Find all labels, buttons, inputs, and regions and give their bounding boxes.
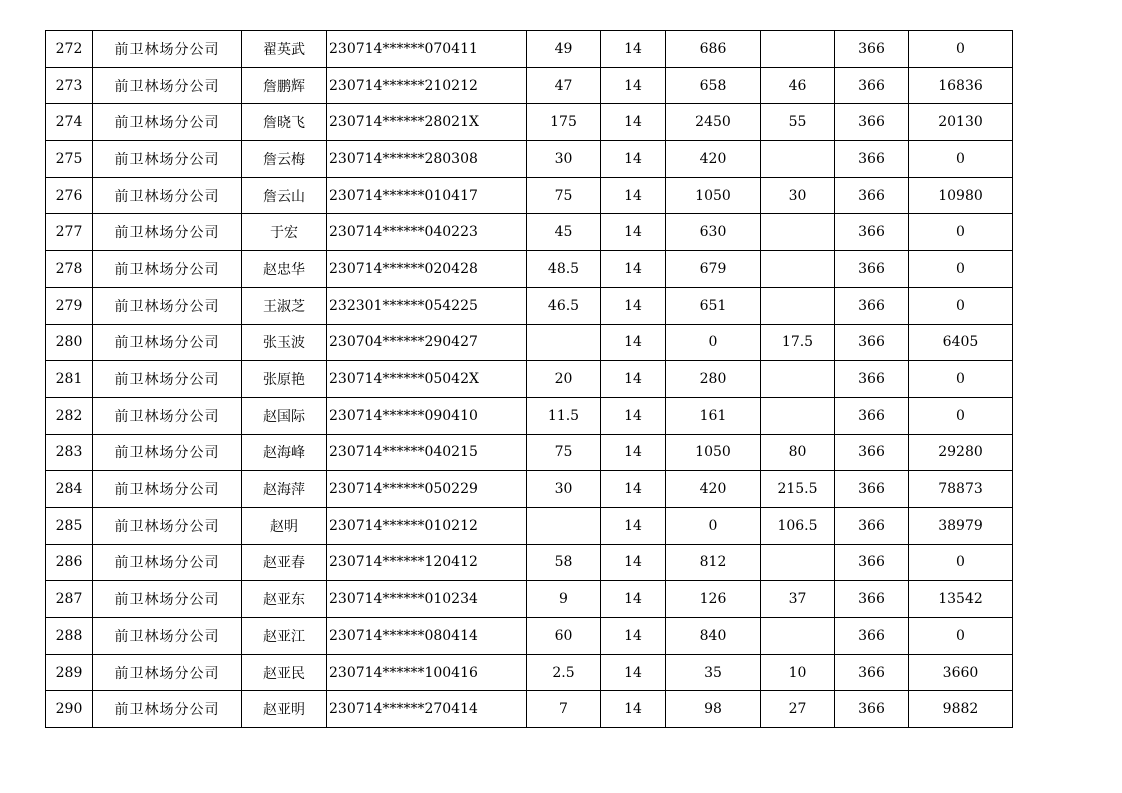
table-row <box>46 507 1013 544</box>
id-number-cell: 230714******040223 <box>327 214 527 251</box>
person-name-cell: 赵亚江 <box>242 618 327 655</box>
amount-cell: 812 <box>666 544 761 581</box>
rate-cell: 14 <box>601 324 666 361</box>
area-cell <box>527 507 601 544</box>
rate2-cell: 366 <box>835 581 909 618</box>
area2-cell: 106.5 <box>761 507 835 544</box>
person-name-cell: 赵亚明 <box>242 691 327 728</box>
row-number-cell: 287 <box>46 581 93 618</box>
amount-cell: 126 <box>666 581 761 618</box>
id-number-cell: 230714******020428 <box>327 251 527 288</box>
area2-cell <box>761 251 835 288</box>
table-row <box>46 654 1013 691</box>
area2-cell: 80 <box>761 434 835 471</box>
amount2-cell: 9882 <box>909 691 1013 728</box>
area-cell: 30 <box>527 141 601 178</box>
rate2-cell: 366 <box>835 214 909 251</box>
area-cell: 60 <box>527 618 601 655</box>
amount2-cell: 0 <box>909 287 1013 324</box>
id-number-cell: 230704******290427 <box>327 324 527 361</box>
area-cell: 48.5 <box>527 251 601 288</box>
area2-cell <box>761 544 835 581</box>
area-cell: 30 <box>527 471 601 508</box>
id-number-cell: 230714******010417 <box>327 177 527 214</box>
id-number-cell: 230714******050229 <box>327 471 527 508</box>
row-number-cell: 281 <box>46 361 93 398</box>
row-number-cell: 272 <box>46 31 93 68</box>
id-number-cell: 230714******070411 <box>327 31 527 68</box>
amount2-cell: 0 <box>909 361 1013 398</box>
row-number-cell: 275 <box>46 141 93 178</box>
unit-cell: 前卫林场分公司 <box>93 544 242 581</box>
person-name-cell: 赵国际 <box>242 397 327 434</box>
area-cell: 11.5 <box>527 397 601 434</box>
area2-cell <box>761 361 835 398</box>
table-row <box>46 67 1013 104</box>
amount-cell: 0 <box>666 324 761 361</box>
area2-cell <box>761 31 835 68</box>
amount2-cell: 0 <box>909 544 1013 581</box>
person-name-cell: 张原艳 <box>242 361 327 398</box>
person-name-cell: 赵亚春 <box>242 544 327 581</box>
table-row <box>46 581 1013 618</box>
rate-cell: 14 <box>601 141 666 178</box>
rate-cell: 14 <box>601 544 666 581</box>
unit-cell: 前卫林场分公司 <box>93 471 242 508</box>
amount-cell: 1050 <box>666 177 761 214</box>
id-number-cell: 230714******210212 <box>327 67 527 104</box>
row-number-cell: 279 <box>46 287 93 324</box>
rate-cell: 14 <box>601 31 666 68</box>
rate2-cell: 366 <box>835 618 909 655</box>
rate2-cell: 366 <box>835 31 909 68</box>
unit-cell: 前卫林场分公司 <box>93 397 242 434</box>
id-number-cell: 230714******270414 <box>327 691 527 728</box>
id-number-cell: 230714******080414 <box>327 618 527 655</box>
unit-cell: 前卫林场分公司 <box>93 287 242 324</box>
area-cell: 9 <box>527 581 601 618</box>
rate2-cell: 366 <box>835 104 909 141</box>
amount2-cell: 0 <box>909 214 1013 251</box>
rate-cell: 14 <box>601 618 666 655</box>
id-number-cell: 232301******054225 <box>327 287 527 324</box>
amount2-cell: 13542 <box>909 581 1013 618</box>
amount-cell: 2450 <box>666 104 761 141</box>
rate-cell: 14 <box>601 397 666 434</box>
amount2-cell: 3660 <box>909 654 1013 691</box>
table-row <box>46 361 1013 398</box>
amount-cell: 280 <box>666 361 761 398</box>
rate2-cell: 366 <box>835 507 909 544</box>
rate2-cell: 366 <box>835 361 909 398</box>
table-row <box>46 104 1013 141</box>
rate2-cell: 366 <box>835 544 909 581</box>
amount-cell: 98 <box>666 691 761 728</box>
amount-cell: 630 <box>666 214 761 251</box>
area-cell: 2.5 <box>527 654 601 691</box>
id-number-cell: 230714******010212 <box>327 507 527 544</box>
amount2-cell: 78873 <box>909 471 1013 508</box>
person-name-cell: 詹云山 <box>242 177 327 214</box>
amount-cell: 1050 <box>666 434 761 471</box>
rate2-cell: 366 <box>835 251 909 288</box>
amount-cell: 651 <box>666 287 761 324</box>
area2-cell <box>761 141 835 178</box>
rate-cell: 14 <box>601 177 666 214</box>
amount-cell: 35 <box>666 654 761 691</box>
unit-cell: 前卫林场分公司 <box>93 691 242 728</box>
area-cell: 75 <box>527 434 601 471</box>
person-name-cell: 赵明 <box>242 507 327 544</box>
rate-cell: 14 <box>601 214 666 251</box>
amount2-cell: 16836 <box>909 67 1013 104</box>
rate-cell: 14 <box>601 471 666 508</box>
person-name-cell: 詹晓飞 <box>242 104 327 141</box>
person-name-cell: 赵亚民 <box>242 654 327 691</box>
area2-cell: 55 <box>761 104 835 141</box>
person-name-cell: 詹云梅 <box>242 141 327 178</box>
area-cell: 47 <box>527 67 601 104</box>
rate2-cell: 366 <box>835 141 909 178</box>
row-number-cell: 290 <box>46 691 93 728</box>
amount2-cell: 0 <box>909 397 1013 434</box>
area2-cell <box>761 618 835 655</box>
person-name-cell: 张玉波 <box>242 324 327 361</box>
unit-cell: 前卫林场分公司 <box>93 618 242 655</box>
rate2-cell: 366 <box>835 287 909 324</box>
row-number-cell: 276 <box>46 177 93 214</box>
amount2-cell: 38979 <box>909 507 1013 544</box>
person-name-cell: 赵忠华 <box>242 251 327 288</box>
unit-cell: 前卫林场分公司 <box>93 67 242 104</box>
table-row <box>46 691 1013 728</box>
row-number-cell: 282 <box>46 397 93 434</box>
rate-cell: 14 <box>601 104 666 141</box>
rate-cell: 14 <box>601 67 666 104</box>
area-cell: 20 <box>527 361 601 398</box>
rate2-cell: 366 <box>835 434 909 471</box>
table-row <box>46 177 1013 214</box>
table-row <box>46 141 1013 178</box>
rate2-cell: 366 <box>835 177 909 214</box>
area-cell <box>527 324 601 361</box>
unit-cell: 前卫林场分公司 <box>93 434 242 471</box>
unit-cell: 前卫林场分公司 <box>93 251 242 288</box>
rate2-cell: 366 <box>835 397 909 434</box>
area2-cell <box>761 287 835 324</box>
rate2-cell: 366 <box>835 654 909 691</box>
rate2-cell: 366 <box>835 67 909 104</box>
unit-cell: 前卫林场分公司 <box>93 361 242 398</box>
unit-cell: 前卫林场分公司 <box>93 507 242 544</box>
area-cell: 46.5 <box>527 287 601 324</box>
table-row <box>46 324 1013 361</box>
area2-cell: 27 <box>761 691 835 728</box>
person-name-cell: 詹鹏辉 <box>242 67 327 104</box>
area2-cell: 46 <box>761 67 835 104</box>
row-number-cell: 284 <box>46 471 93 508</box>
person-name-cell: 王淑芝 <box>242 287 327 324</box>
amount-cell: 840 <box>666 618 761 655</box>
row-number-cell: 280 <box>46 324 93 361</box>
rate-cell: 14 <box>601 691 666 728</box>
amount2-cell: 0 <box>909 251 1013 288</box>
person-name-cell: 赵亚东 <box>242 581 327 618</box>
rate-cell: 14 <box>601 251 666 288</box>
unit-cell: 前卫林场分公司 <box>93 654 242 691</box>
table-row <box>46 287 1013 324</box>
amount-cell: 679 <box>666 251 761 288</box>
amount2-cell: 0 <box>909 141 1013 178</box>
table-row <box>46 471 1013 508</box>
rate-cell: 14 <box>601 287 666 324</box>
amount2-cell: 0 <box>909 618 1013 655</box>
unit-cell: 前卫林场分公司 <box>93 31 242 68</box>
amount2-cell: 6405 <box>909 324 1013 361</box>
row-number-cell: 288 <box>46 618 93 655</box>
amount-cell: 686 <box>666 31 761 68</box>
area-cell: 75 <box>527 177 601 214</box>
area2-cell: 17.5 <box>761 324 835 361</box>
unit-cell: 前卫林场分公司 <box>93 581 242 618</box>
table-row <box>46 544 1013 581</box>
amount-cell: 420 <box>666 141 761 178</box>
person-name-cell: 于宏 <box>242 214 327 251</box>
table-row <box>46 251 1013 288</box>
area-cell: 175 <box>527 104 601 141</box>
amount-cell: 420 <box>666 471 761 508</box>
rate-cell: 14 <box>601 434 666 471</box>
area2-cell: 10 <box>761 654 835 691</box>
id-number-cell: 230714******090410 <box>327 397 527 434</box>
area2-cell: 215.5 <box>761 471 835 508</box>
rate2-cell: 366 <box>835 691 909 728</box>
row-number-cell: 278 <box>46 251 93 288</box>
row-number-cell: 283 <box>46 434 93 471</box>
rate-cell: 14 <box>601 361 666 398</box>
area2-cell: 37 <box>761 581 835 618</box>
area2-cell <box>761 397 835 434</box>
id-number-cell: 230714******05042X <box>327 361 527 398</box>
amount-cell: 0 <box>666 507 761 544</box>
row-number-cell: 277 <box>46 214 93 251</box>
id-number-cell: 230714******040215 <box>327 434 527 471</box>
amount2-cell: 10980 <box>909 177 1013 214</box>
table-body <box>46 31 1013 728</box>
id-number-cell: 230714******120412 <box>327 544 527 581</box>
unit-cell: 前卫林场分公司 <box>93 177 242 214</box>
area2-cell: 30 <box>761 177 835 214</box>
amount-cell: 161 <box>666 397 761 434</box>
amount2-cell: 0 <box>909 31 1013 68</box>
unit-cell: 前卫林场分公司 <box>93 324 242 361</box>
id-number-cell: 230714******28021X <box>327 104 527 141</box>
area-cell: 49 <box>527 31 601 68</box>
table-row <box>46 618 1013 655</box>
person-name-cell: 翟英武 <box>242 31 327 68</box>
rate2-cell: 366 <box>835 324 909 361</box>
row-number-cell: 274 <box>46 104 93 141</box>
amount2-cell: 29280 <box>909 434 1013 471</box>
rate-cell: 14 <box>601 654 666 691</box>
id-number-cell: 230714******010234 <box>327 581 527 618</box>
unit-cell: 前卫林场分公司 <box>93 104 242 141</box>
amount2-cell: 20130 <box>909 104 1013 141</box>
id-number-cell: 230714******100416 <box>327 654 527 691</box>
row-number-cell: 273 <box>46 67 93 104</box>
table-row <box>46 214 1013 251</box>
rate-cell: 14 <box>601 507 666 544</box>
row-number-cell: 285 <box>46 507 93 544</box>
amount-cell: 658 <box>666 67 761 104</box>
table-row <box>46 397 1013 434</box>
rate-cell: 14 <box>601 581 666 618</box>
row-number-cell: 289 <box>46 654 93 691</box>
area-cell: 7 <box>527 691 601 728</box>
table-row <box>46 434 1013 471</box>
table-row <box>46 31 1013 68</box>
area-cell: 58 <box>527 544 601 581</box>
row-number-cell: 286 <box>46 544 93 581</box>
person-name-cell: 赵海萍 <box>242 471 327 508</box>
unit-cell: 前卫林场分公司 <box>93 214 242 251</box>
unit-cell: 前卫林场分公司 <box>93 141 242 178</box>
id-number-cell: 230714******280308 <box>327 141 527 178</box>
area2-cell <box>761 214 835 251</box>
subsidy-table <box>45 30 1013 728</box>
rate2-cell: 366 <box>835 471 909 508</box>
person-name-cell: 赵海峰 <box>242 434 327 471</box>
area-cell: 45 <box>527 214 601 251</box>
